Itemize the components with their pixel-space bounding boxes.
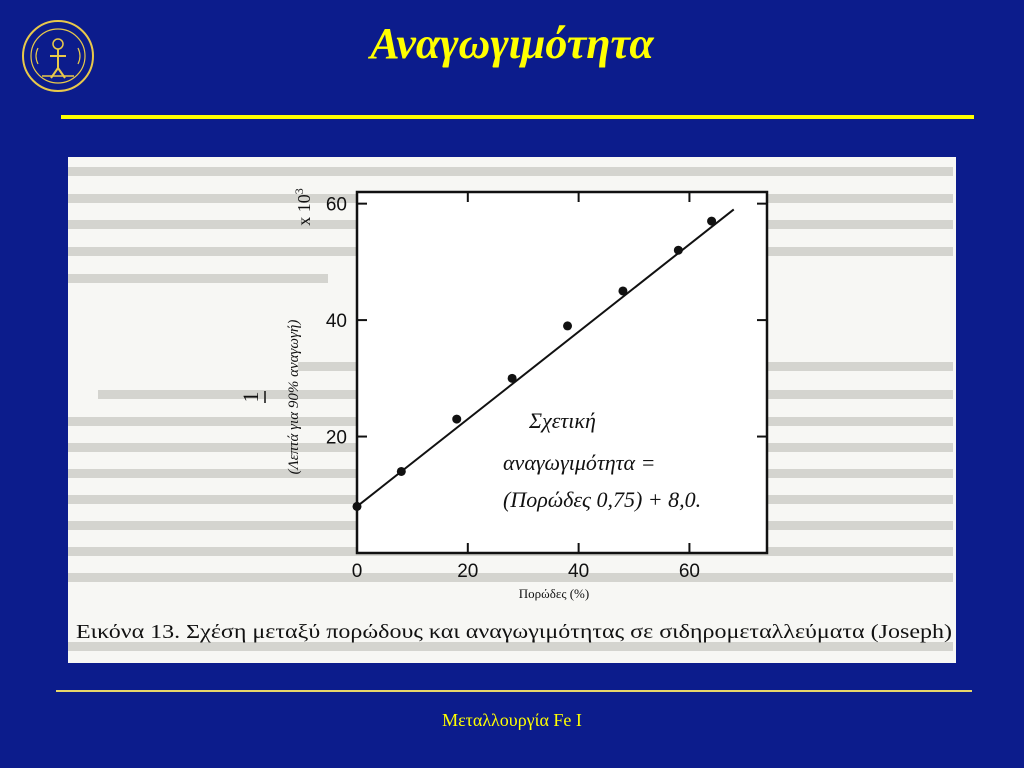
annotation-line-3: (Πορώδες 0,75) + 8,0. <box>503 487 702 512</box>
slide-title: Αναγωγιμότητα <box>370 19 654 68</box>
data-point <box>674 246 683 255</box>
annotation-line-1: Σχετική <box>529 408 596 433</box>
x-tick-label: 60 <box>678 561 701 582</box>
data-point <box>353 502 362 511</box>
data-point <box>618 286 627 295</box>
data-point <box>707 217 716 226</box>
y-tick-label: 20 <box>325 427 347 449</box>
y-label-numerator: 1 <box>238 391 263 403</box>
y-tick-label: 60 <box>325 194 347 216</box>
y-tick-label: 40 <box>325 311 347 333</box>
figure-scan <box>68 157 956 663</box>
title-divider <box>61 115 974 119</box>
data-point <box>563 321 572 330</box>
data-point <box>452 415 461 424</box>
x-tick-label: 20 <box>457 561 479 582</box>
x-tick-label: 0 <box>351 561 363 582</box>
x-tick-label: 40 <box>568 561 590 582</box>
data-point <box>508 374 517 383</box>
x-axis-label: Πορώδες (%) <box>518 586 590 601</box>
data-point <box>397 467 406 476</box>
y-multiplier-exponent: 3 <box>292 188 306 195</box>
footer-divider <box>56 690 972 692</box>
figure-caption: Εικόνα 13. Σχέση μεταξύ πορώδους και αναγωγιμότητας σε σιδηρομεταλλεύματα (Joseph) <box>76 622 952 643</box>
porosity-reducibility-chart <box>68 157 956 663</box>
slide-footer: Μεταλλουργία Fe I <box>442 710 582 730</box>
y-multiplier-label <box>292 188 314 226</box>
y-label-denominator: (Λεπτά για 90% αναγωγή) <box>286 319 302 475</box>
y-multiplier-text: x 10 <box>294 194 314 226</box>
annotation-line-2: αναγωγιμότητα = <box>503 450 656 475</box>
